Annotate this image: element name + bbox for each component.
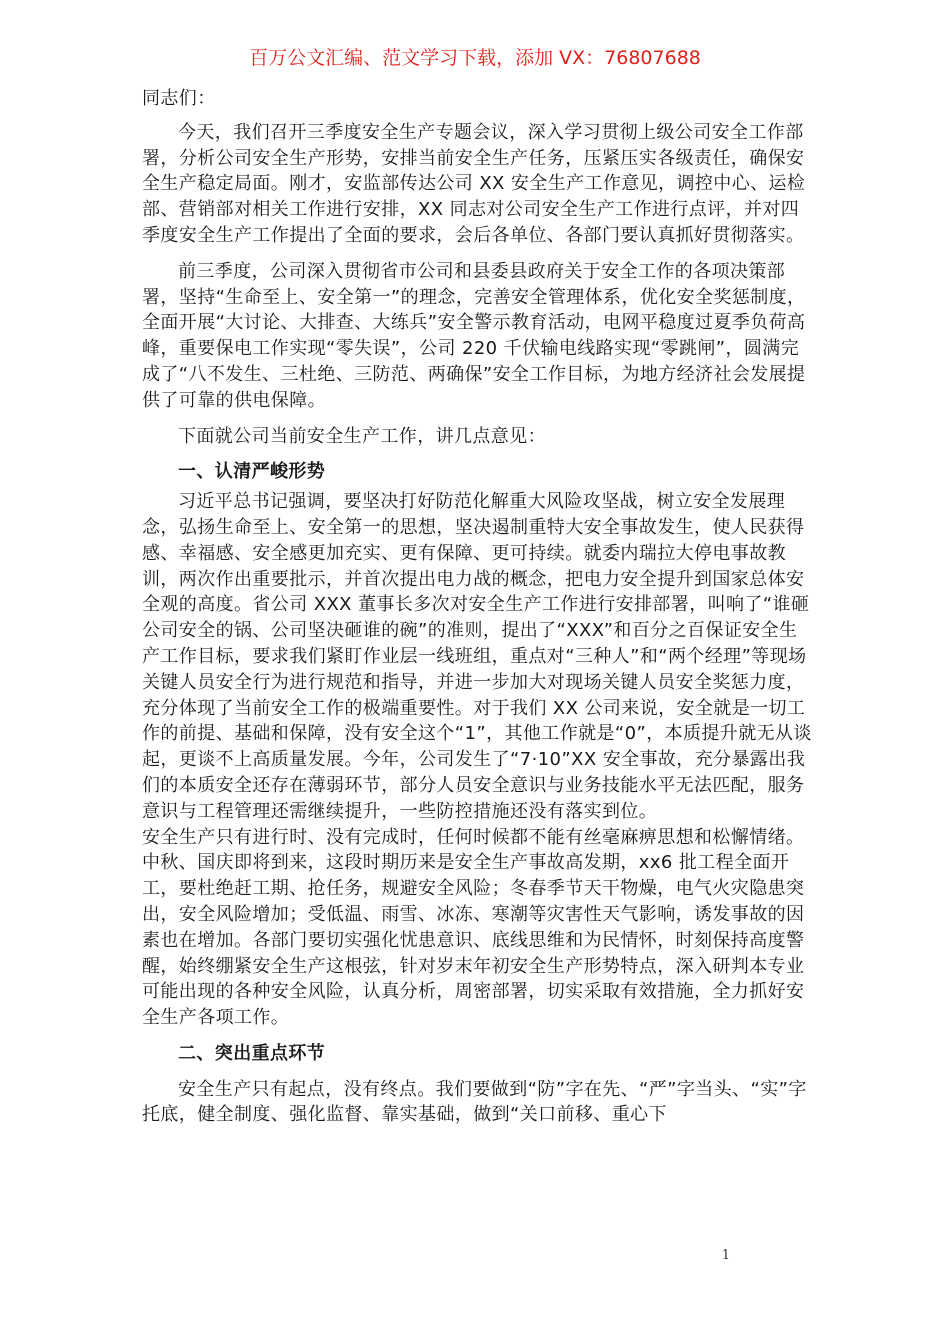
section2-paragraph-1: 安全生产只有起点，没有终点。我们要做到“防”字在先、“严”字当头、“实”字托底，健全制度、强化监督、靠实基础，做到“关口前移、重心下: [142, 1078, 807, 1126]
paragraph-transition: 下面就公司当前安全生产工作，讲几点意见：: [178, 425, 546, 447]
document-body: [142, 86, 812, 1128]
promo-banner: 百万公文汇编、范文学习下载，添加 VX：76807688: [249, 47, 701, 69]
page-number: 1: [721, 1248, 730, 1263]
section-heading-2: 二、突出重点环节: [178, 1042, 326, 1064]
section1-paragraph-1: 习近平总书记强调，要坚决打好防范化解重大风险攻坚战，树立安全发展理念，弘扬生命至上、安全第一的思想，坚决遏制重特大安全事故发生，使人民获得感、幸福感、安全感更加充实、更有保障、更可持续。就委内瑞拉大停电事故教训，两次作出重要批示，并首次提出电力战的概念，把电力安全提升到国家总体安全观的高度。省公司 XXX 董事长多次对安全生产工作进行安排部署，叫响了“谁砸公司安全的锅、公司坚决砸谁的碗”的准则，提出了“XXX”和百分之百保证安全生产工作目标，要求我们紧盯作业层一线班组，重点对“三种人”和“两个经理”等现场关键人员安全行为进行规范和指导，并进一步加大对现场关键人员安全奖惩力度，充分体现了当前安全工作的极端重要性。对于我们 XX 公司来说，安全就是一切工作的前提、基础和保障，没有安全这个“1”，其他工作就是“0”，本质提升就无从谈起，更谈不上高质量发展。今年，公司发生了“7·10”XX 安全事故，充分暴露出我们的本质安全还存在薄弱环节，部分人员安全意识与业务技能水平无法匹配，服务意识与工程管理还需继续提升，一些防控措施还没有落实到位。: [142, 491, 812, 822]
section1-paragraph-2: 安全生产只有进行时、没有完成时，任何时候都不能有丝毫麻痹思想和松懈情绪。中秋、国庆即将到来，这段时期历来是安全生产事故高发期，xx6 批工程全面开工，要杜绝赶工期、抢任务，规避安全风险；冬春季节天干物燥，电气火灾隐患突出，安全风险增加；受低温、雨雪、冰冻、寒潮等灾害性天气影响，诱发事故的因素也在增加。各部门要切实强化忧患意识、底线思维和为民情怀，时刻保持高度警醒，始终绷紧安全生产这根弦，针对岁末年初安全生产形势特点，深入研判本专业可能出现的各种安全风险，认真分析，周密部署，切实采取有效措施，全力抓好安全生产各项工作。: [142, 826, 805, 1029]
section-heading-1: 一、认清严峻形势: [178, 461, 326, 483]
paragraph-review: 前三季度，公司深入贯彻省市公司和县委县政府关于安全工作的各项决策部署，坚持“生命至上、安全第一”的理念，完善安全管理体系，优化安全奖惩制度，全面开展“大讨论、大排查、大练兵”安全警示教育活动，电网平稳度过夏季负荷高峰，重要保电工作实现“零失误”，公司 220 千伏输电线路实现“零跳闸”，圆满完成了“八不发生、三杜绝、三防范、两确保”安全工作目标，为地方经济社会发展提供了可靠的供电保障。: [142, 260, 806, 411]
paragraph-opening: 今天，我们召开三季度安全生产专题会议，深入学习贯彻上级公司安全工作部署，分析公司安全生产形势，安排当前安全生产任务，压紧压实各级责任，确保安全生产稳定局面。刚才，安监部传达公司 XX 安全生产工作意见，调控中心、运检部、营销部对相关工作进行安排，XX 同志对公司安全生产工作进行点评，并对四季度安全生产工作提出了全面的要求，会后各单位、各部门要认真抓好贯彻落实。: [142, 121, 806, 246]
salutation: 同志们：: [142, 88, 216, 109]
